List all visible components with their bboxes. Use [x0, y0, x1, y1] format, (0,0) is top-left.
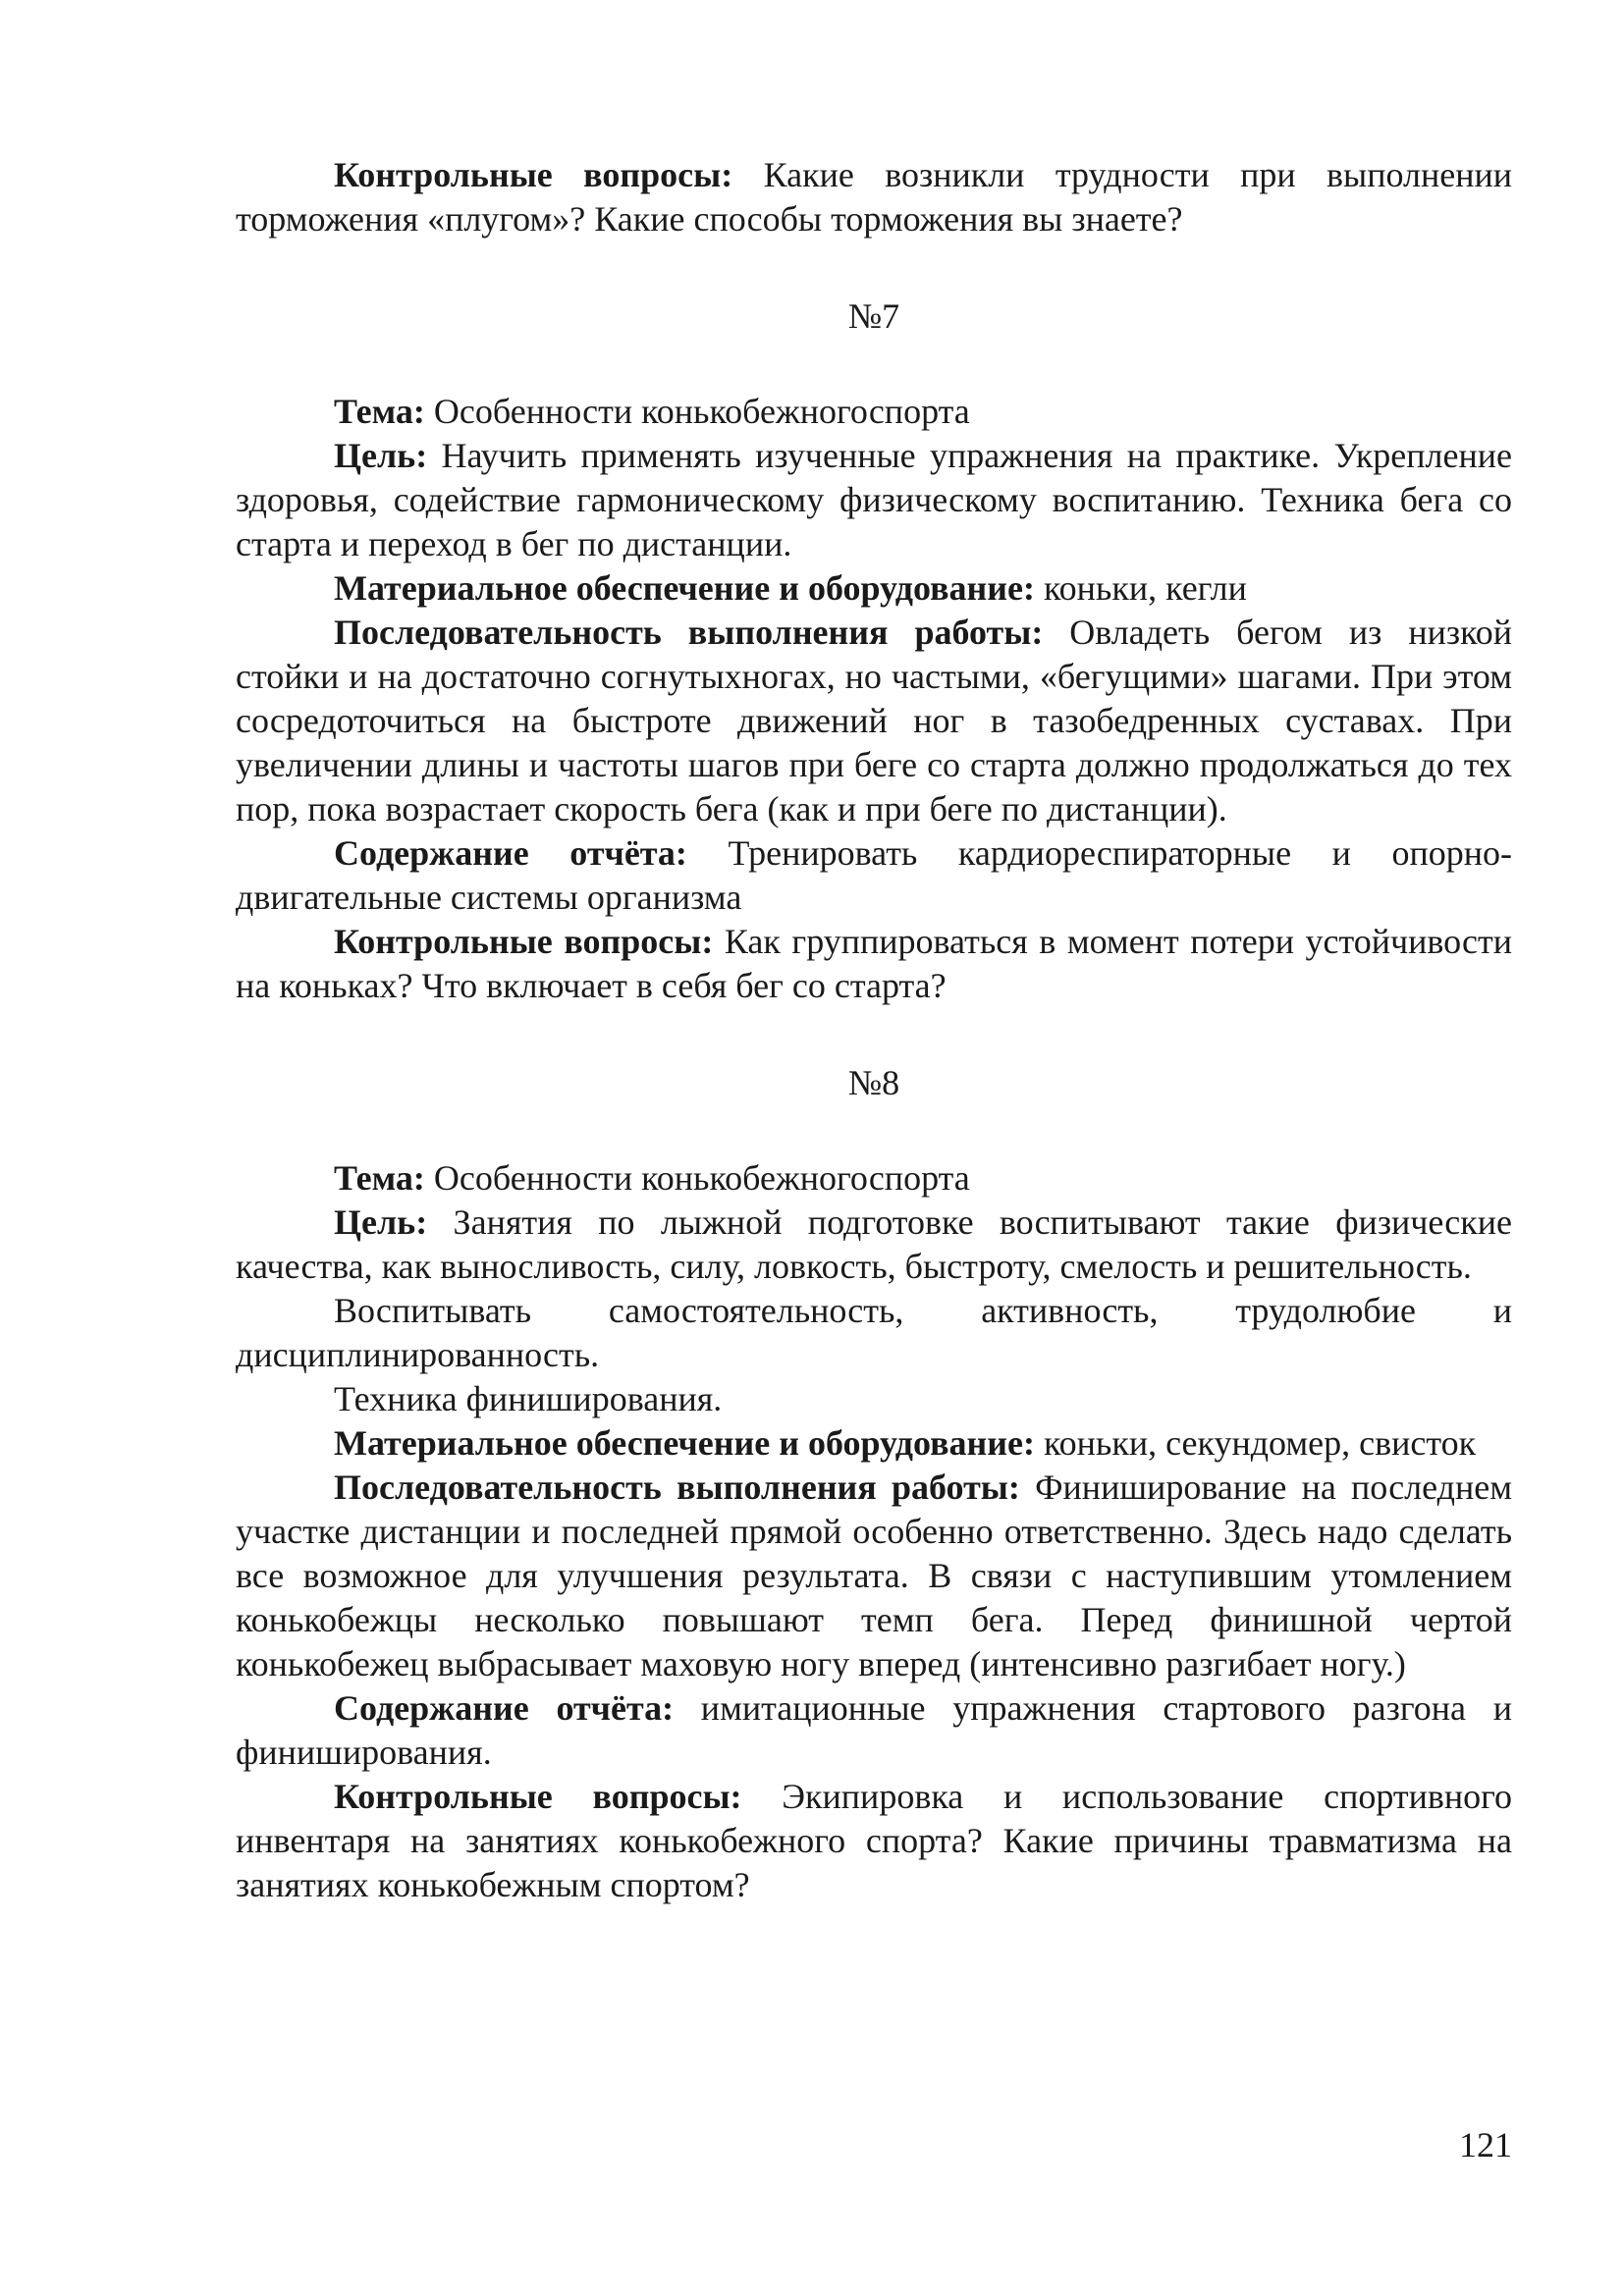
goal-paragraph-2: Воспитывать самостоятельность, активность, трудолюбие и дисциплинированность. — [236, 1291, 1512, 1374]
sequence-paragraph — [236, 1466, 1512, 1686]
goal-paragraph — [236, 1201, 1512, 1289]
questions-paragraph — [236, 920, 1512, 1008]
theme-text: Особенности конькобежногоспорта — [424, 392, 970, 431]
theme-paragraph — [236, 390, 1512, 434]
report-label: Содержание отчёта: — [334, 833, 687, 873]
report-paragraph — [236, 1686, 1512, 1775]
sequence-paragraph — [236, 611, 1512, 831]
page-content — [236, 153, 1512, 1907]
material-text: коньки, секундомер, свисток — [1035, 1423, 1477, 1463]
control-questions-label: Контрольные вопросы: — [334, 155, 733, 194]
report-text: имитационные упражнения стартового разгона и финиширования. — [236, 1688, 1512, 1772]
questions-paragraph — [236, 1775, 1512, 1907]
theme-label: Тема: — [334, 392, 425, 431]
questions-label: Контрольные вопросы: — [334, 922, 714, 961]
theme-label: Тема: — [334, 1158, 425, 1198]
report-text: Тренировать кардиореспираторные и опорно-двигательные системы организма — [236, 833, 1512, 917]
page-number: 121 — [1459, 2125, 1512, 2164]
goal-text: Научить применять изученные упражнения на практике. Укрепление здоровья, содействие гармоническому физическому воспитанию. Техника бега со старта и переход в бег по дистанции. — [236, 436, 1512, 563]
sequence-text: Финиширование на последнем участке дистанции и последней прямой особенно ответственно. Здесь надо сделать все возможное для улучшения результата. В связи с наступившим утомлением конькобежцы несколько повышают темп бега. Перед финишной чертой конькобежец выбрасывает маховую ногу вперед (интенсивно разгибает ногу.) — [236, 1468, 1512, 1683]
goal-paragraph — [236, 434, 1512, 566]
material-label: Материальное обеспечение и оборудование: — [334, 568, 1035, 608]
goal-label: Цель: — [334, 436, 428, 475]
material-label: Материальное обеспечение и оборудование: — [334, 1423, 1035, 1463]
sequence-label: Последовательность выполнения работы: — [334, 1468, 1020, 1507]
material-text: коньки, кегли — [1035, 568, 1247, 608]
questions-text: Как группироваться в момент потери устойчивости на коньках? Что включает в себя бег со старта? — [236, 922, 1513, 1005]
goal-paragraph-3: Техника финиширования. — [334, 1379, 723, 1418]
theme-text: Особенности конькобежногоспорта — [424, 1158, 970, 1198]
section-number-8: №8 — [847, 1063, 900, 1102]
sequence-text: Овладеть бегом из низкой стойки и на достаточно согнутыхногах, но частыми, «бегущими» шагами. При этом сосредоточиться на быстроте движений ног в тазобедренных суставах. При увеличении длины и частоты шагов при беге со старта должно продолжаться до тех пор, пока возрастает скорость бега (как и при беге по дистанции). — [236, 613, 1512, 828]
theme-paragraph — [236, 1156, 1512, 1201]
questions-label: Контрольные вопросы: — [334, 1777, 742, 1816]
report-label: Содержание отчёта: — [334, 1688, 675, 1728]
control-questions-paragraph — [236, 153, 1512, 241]
control-questions-text: Какие возникли трудности при выполнении торможения «плугом»? Какие способы торможения вы знаете? — [236, 155, 1512, 239]
goal-text: Занятия по лыжной подготовке воспитывают такие физические качества, как выносливость, силу, ловкость, быстроту, смелость и решительность. — [236, 1202, 1512, 1286]
material-paragraph — [236, 1421, 1512, 1466]
sequence-label: Последовательность выполнения работы: — [334, 613, 1044, 652]
material-paragraph — [236, 566, 1512, 611]
goal-label: Цель: — [334, 1202, 428, 1242]
report-paragraph — [236, 831, 1512, 920]
section-number-7: №7 — [847, 296, 900, 336]
questions-text: Экипировка и использование спортивного инвентаря на занятиях конькобежного спорта? Какие причины травматизма на занятиях конькобежным спортом? — [236, 1777, 1512, 1904]
